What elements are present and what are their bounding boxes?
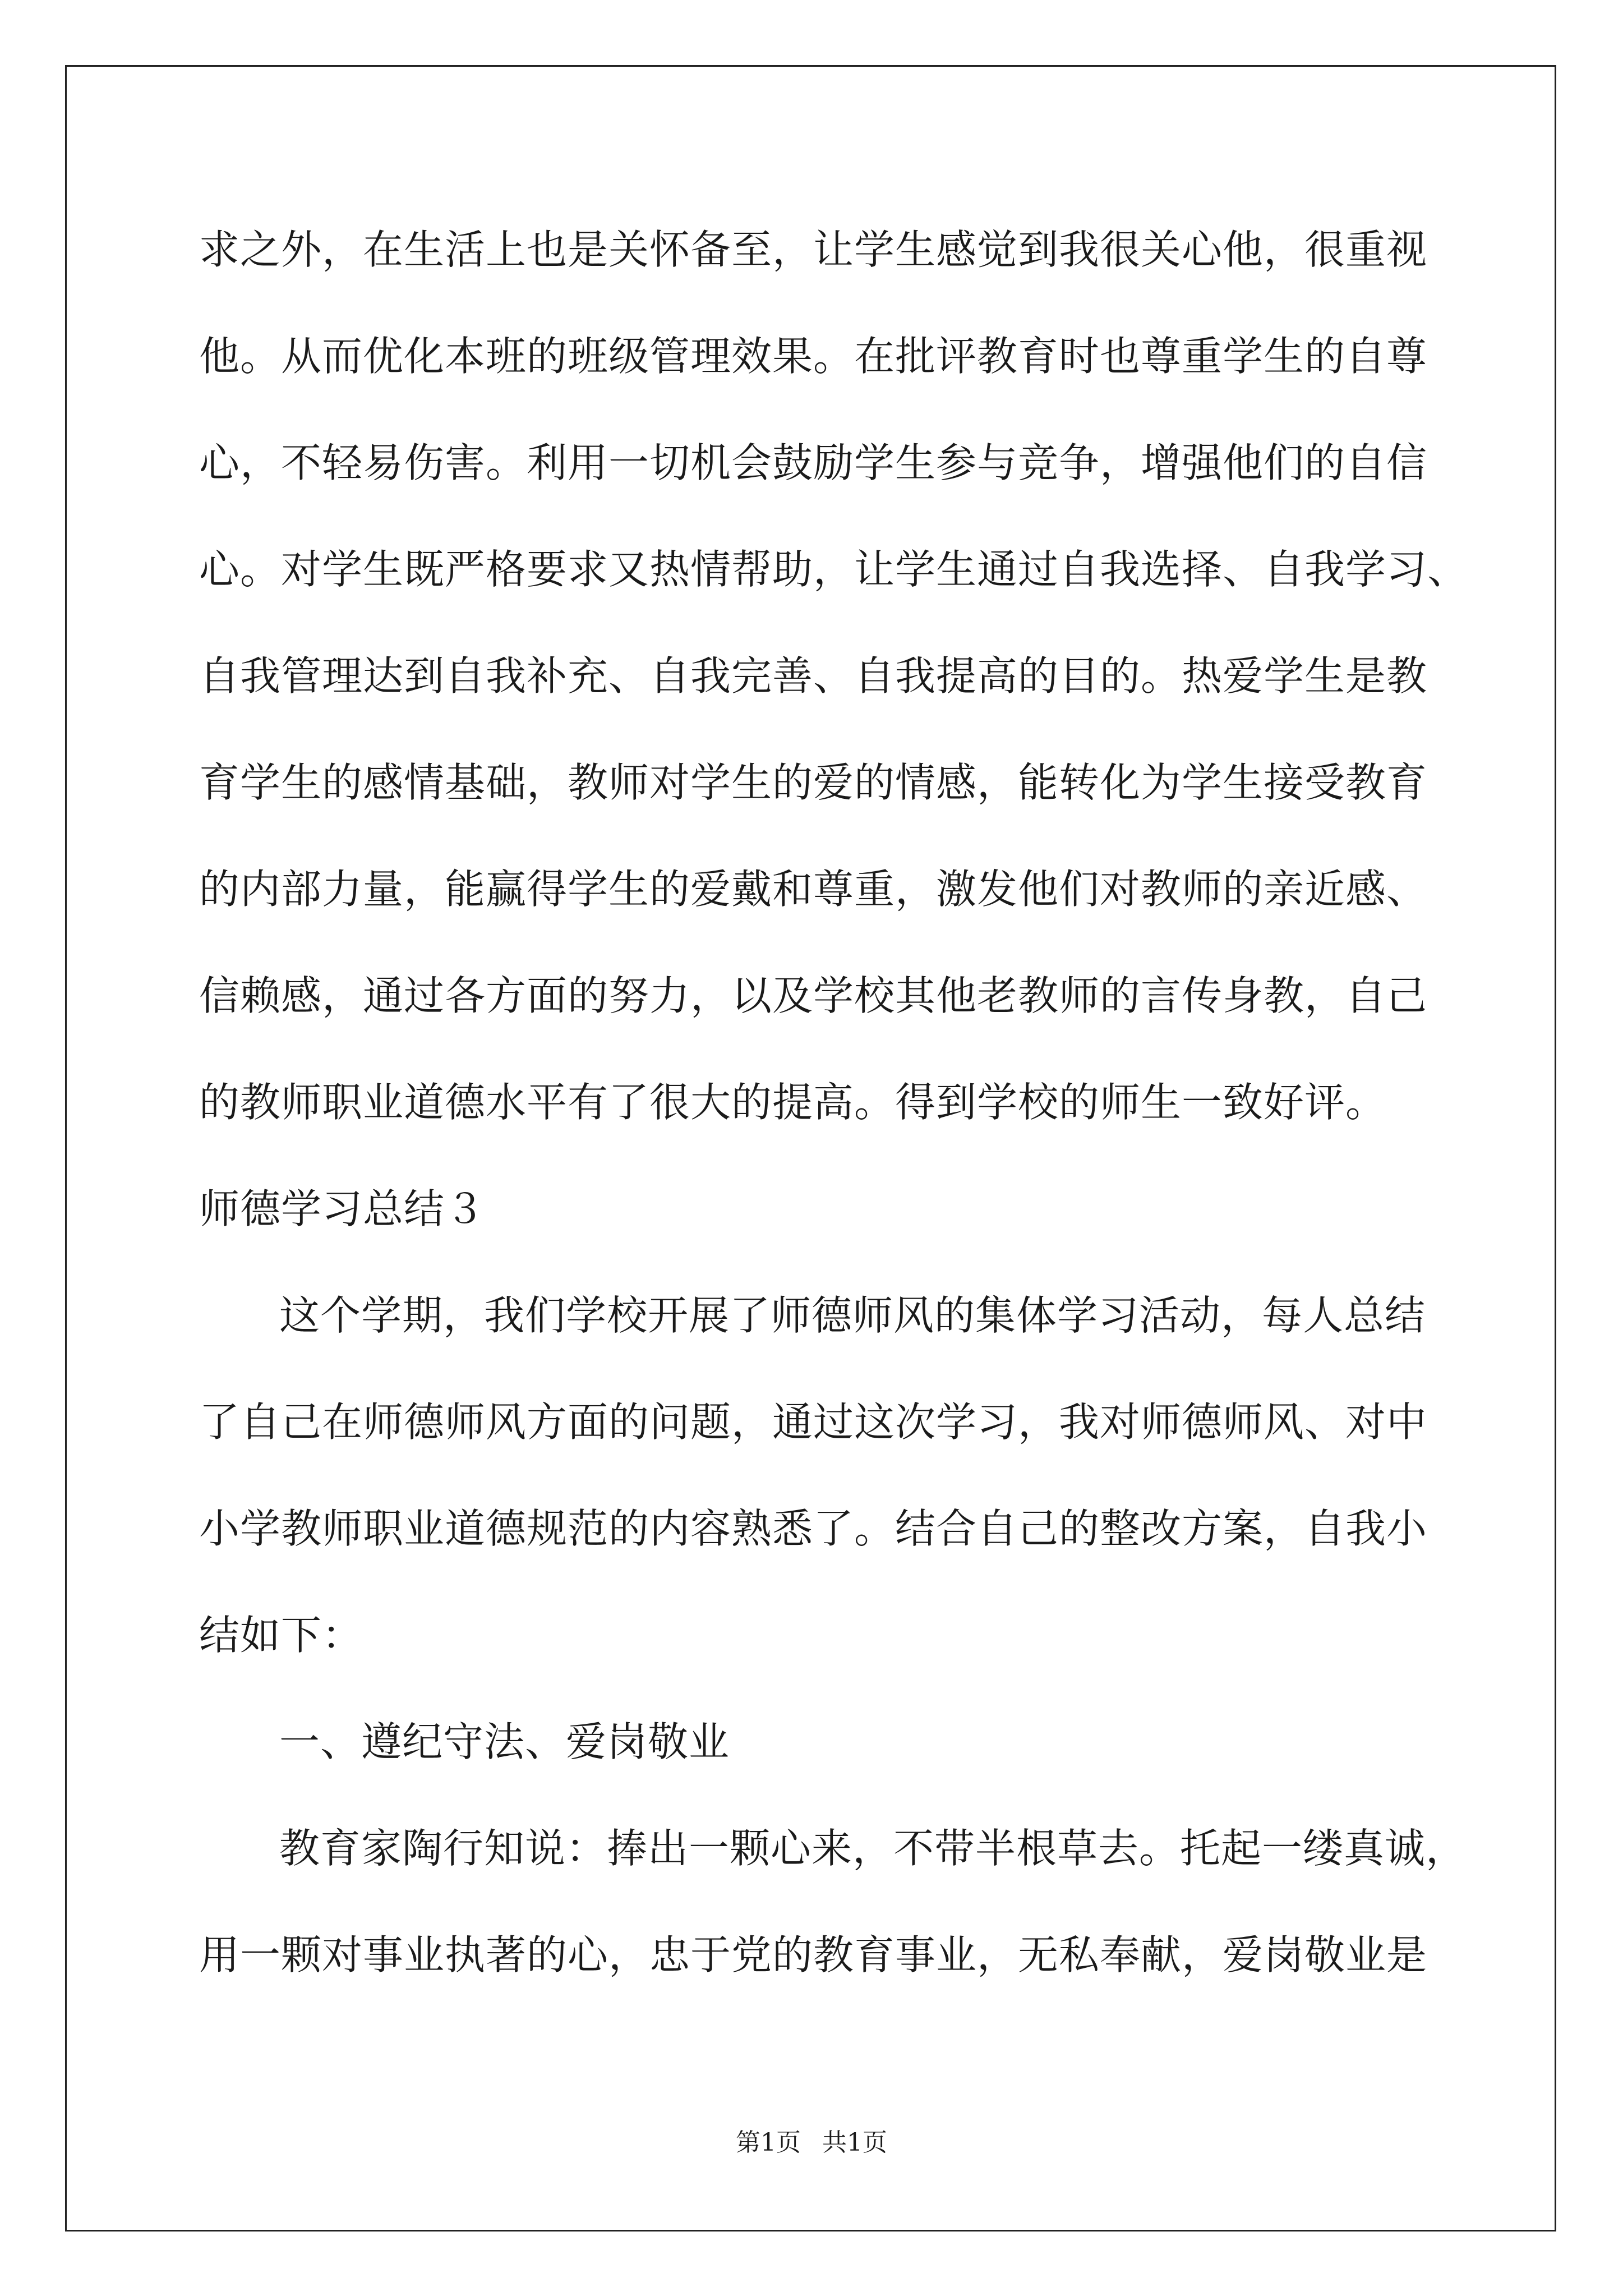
body-text-line: 了自己在师德师风方面的问题，通过这次学习，我对师德师风、对中: [199, 1398, 1428, 1446]
body-text-line: 小学教师职业道德规范的内容熟悉了。结合自己的整改方案，自我小: [199, 1505, 1428, 1552]
page-footer: [0, 2126, 1623, 2160]
body-text-line: 用一颗对事业执著的心，忠于党的教育事业，无私奉献，爱岗敬业是: [199, 1931, 1428, 1978]
body-text-line: 结如下：: [199, 1612, 363, 1659]
page-number: 第1页: [736, 2128, 801, 2157]
section-title: 师德学习总结３: [199, 1185, 486, 1232]
page-border: [65, 65, 1556, 2231]
body-text-line: 信赖感，通过各方面的努力，以及学校其他老教师的言传身教，自己: [199, 972, 1428, 1019]
subheading: 一、遵纪守法、爱岗敬业: [279, 1718, 730, 1765]
body-text-line: 心。对学生既严格要求又热情帮助，让学生通过自我选择、自我学习、: [199, 546, 1469, 593]
body-text-line: 他。从而优化本班的班级管理效果。在批评教育时也尊重学生的自尊: [199, 333, 1428, 380]
body-text-line: 这个学期，我们学校开展了师德师风的集体学习活动，每人总结: [279, 1292, 1426, 1339]
page-total: 共1页: [822, 2128, 887, 2157]
body-text-line: 的教师职业道德水平有了很大的提高。得到学校的师生一致好评。: [199, 1079, 1387, 1126]
body-text-line: 的内部力量，能赢得学生的爱戴和尊重，激发他们对教师的亲近感、: [199, 866, 1428, 913]
body-text-line: 心，不轻易伤害。利用一切机会鼓励学生参与竞争，增强他们的自信: [199, 439, 1428, 486]
body-text-line: 自我管理达到自我补充、自我完善、自我提高的目的。热爱学生是教: [199, 652, 1428, 700]
body-text-line: 教育家陶行知说：捧出一颗心来，不带半根草去。托起一缕真诚，: [279, 1825, 1467, 1872]
body-text-line: 求之外，在生活上也是关怀备至，让学生感觉到我很关心他，很重视: [199, 226, 1428, 273]
body-text-line: 育学生的感情基础，教师对学生的爱的情感，能转化为学生接受教育: [199, 759, 1428, 806]
